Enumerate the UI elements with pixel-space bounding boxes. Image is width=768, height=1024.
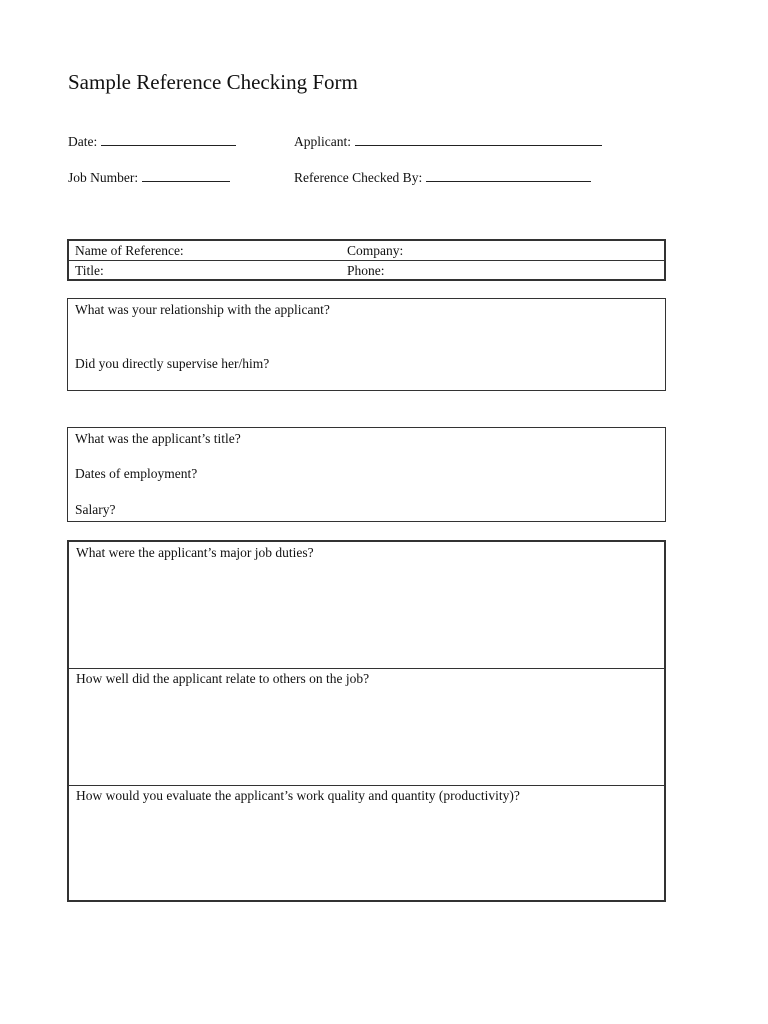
applicant-field[interactable]	[294, 133, 602, 150]
applicant-label: Applicant:	[294, 134, 351, 149]
performance-box[interactable]	[67, 540, 666, 902]
phone-label: Phone:	[347, 263, 385, 278]
date-label: Date:	[68, 134, 98, 149]
title-label: Title:	[75, 263, 104, 278]
date-line[interactable]	[101, 133, 236, 146]
applicant-line[interactable]	[355, 133, 602, 146]
date-field[interactable]	[68, 133, 236, 150]
relationship-question: What was your relationship with the applicant?	[75, 302, 330, 317]
company-label: Company:	[347, 243, 404, 258]
applicant-title-question: What was the applicant’s title?	[75, 431, 241, 446]
reference-info-row-1	[69, 241, 664, 261]
salary-question: Salary?	[75, 502, 116, 517]
supervise-question: Did you directly supervise her/him?	[75, 356, 270, 371]
relate-question: How well did the applicant relate to others on the job?	[76, 671, 370, 686]
dates-question: Dates of employment?	[75, 466, 198, 481]
checked-by-line[interactable]	[426, 169, 591, 182]
page-title: Sample Reference Checking Form	[68, 70, 358, 94]
job-number-field[interactable]	[68, 169, 230, 186]
divider	[69, 668, 664, 669]
job-number-label: Job Number:	[68, 170, 139, 185]
divider	[69, 785, 664, 786]
job-number-line[interactable]	[142, 169, 230, 182]
duties-question: What were the applicant’s major job duties?	[76, 545, 314, 560]
reference-info-table	[67, 239, 666, 281]
checked-by-label: Reference Checked By:	[294, 170, 423, 185]
reference-name-label: Name of Reference:	[75, 243, 184, 258]
checked-by-field[interactable]	[294, 169, 591, 186]
evaluate-question: How would you evaluate the applicant’s work quality and quantity (productivity)?	[76, 788, 520, 803]
employment-details-box[interactable]	[67, 427, 666, 522]
relationship-box[interactable]	[67, 298, 666, 391]
